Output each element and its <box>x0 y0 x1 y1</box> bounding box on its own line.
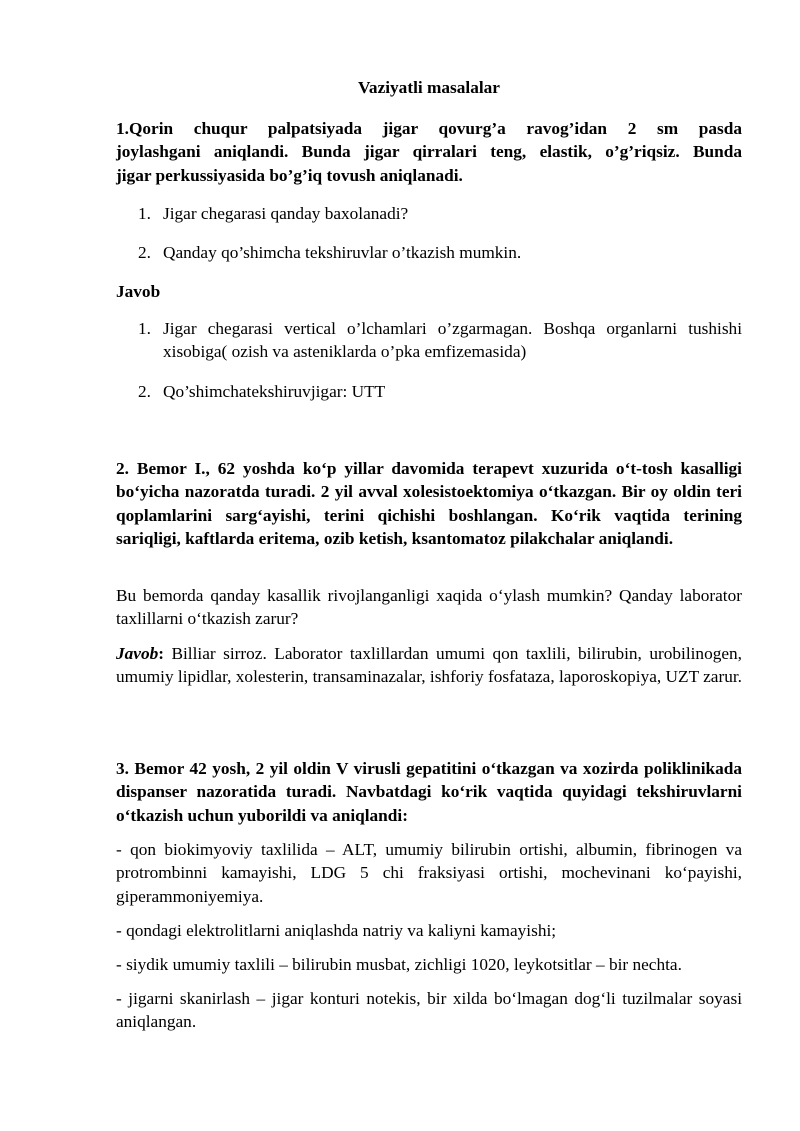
list-number: 2. <box>138 243 151 262</box>
list-number: 1. <box>138 204 151 223</box>
answer-text: Qo’shimchatekshiruvjigar: UTT <box>163 382 386 401</box>
task-1-answer-label: Javob <box>116 282 161 301</box>
task-3-item-1: - qon biokimyoviy taxlilida – ALT, umumiy bilirubin ortishi, albumin, fibrinogen va protrombinni kamayishi, LDG 5 chi fraksiyasi ortishi, mochevinani ko‘payishi, giperammoniyemiya. <box>116 840 742 906</box>
task-1-line-2: joylashgani aniqlandi. Bunda jigar qirralari teng, elastik, o’g’riqsiz. Bunda <box>116 142 742 162</box>
task-3-item-2: - qondagi elektrolitlarni aniqlashda natriy va kaliyni kamayishi; <box>116 921 557 940</box>
answer-text: Billiar sirroz. Laborator taxlillardan umumi qon taxlili, bilirubin, urobilinogen, umumiy lipidlar, xolesterin, transaminazalar, ishforiy fosfataza, laporoskopiya, UZT zarur. <box>116 644 742 687</box>
task-2-answer <box>116 642 742 689</box>
list-number: 2. <box>138 382 151 401</box>
task-2-statement: 2. Bemor I., 62 yoshda ko‘p yillar davomida terapevt xuzurida o‘t-tosh kasalligi bo‘yicha nazoratda turadi. 2 yil avval xolesistoektomiya o‘tkazgan. Bir oy oldin teri qoplamlarini sarg‘ayishi, terini qichishi boshlangan. Ko‘rik vaqtida terining sariqligi, kaftlarda eritema, ozib ketish, ksantomatoz pilakchalar aniqlandi. <box>116 459 742 548</box>
answer-label: Javob <box>116 644 159 663</box>
task-1-line-1: 1.Qorin chuqur palpatsiyada jigar qovurg’a ravog’idan 2 sm pasda <box>116 119 742 138</box>
document-title: Vaziyatli masalalar <box>358 78 500 97</box>
task-1-statement <box>116 117 742 187</box>
task-3-item-3: - siydik umumiy taxlili – bilirubin musbat, zichligi 1020, leykotsitlar – bir nechta. <box>116 955 682 974</box>
list-number: 1. <box>138 319 151 338</box>
task-3-statement: 3. Bemor 42 yosh, 2 yil oldin V virusli gepatitini o‘tkazgan va xozirda poliklinikada dispanser nazoratida turadi. Navbatdagi ko‘rik vaqtida quyidagi tekshiruvlarni o‘tkazish uchun yuborildi va aniqlandi: <box>116 759 742 825</box>
answer-colon: : <box>158 644 164 663</box>
answer-text: Jigar chegarasi vertical o’lchamlari o’zgarmagan. Boshqa organlarni tushishi xisobiga( ozish va asteniklarda o’pka emfizemasida) <box>163 319 742 362</box>
question-text: Jigar chegarasi qanday baxolanadi? <box>163 204 409 223</box>
task-3-item-4: - jigarni skanirlash – jigar konturi notekis, bir xilda bo‘lmagan dog‘li tuzilmalar soyasi aniqlangan. <box>116 989 742 1032</box>
task-2-question: Bu bemorda qanday kasallik rivojlanganligi xaqida o‘ylash mumkin? Qanday laborator taxlillarni o‘tkazish zarur? <box>116 586 742 629</box>
task-1-line-3: jigar perkussiyasida bo’g’iq tovush aniqlanadi. <box>116 165 463 185</box>
question-text: Qanday qo’shimcha tekshiruvlar o’tkazish mumkin. <box>163 243 522 262</box>
